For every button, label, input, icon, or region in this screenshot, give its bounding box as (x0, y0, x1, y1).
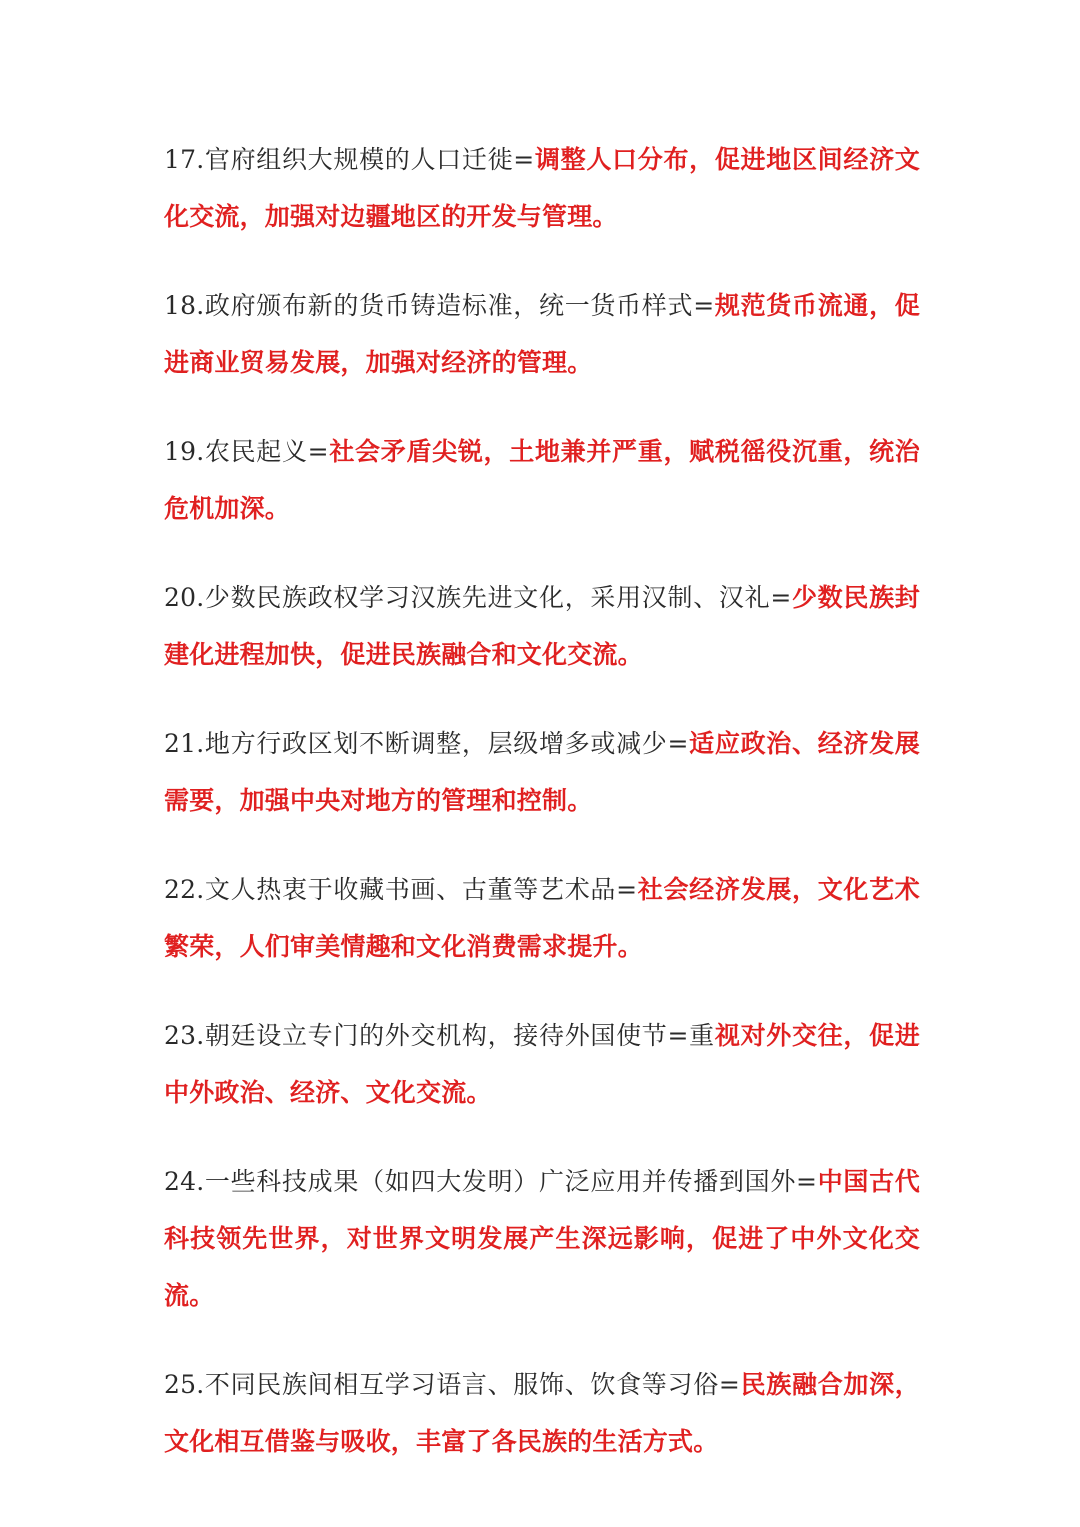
item-number: 19. (164, 437, 205, 466)
item-number: 18. (164, 291, 205, 320)
item-number: 22. (164, 875, 205, 904)
item-answer: 民族融合加深，文化相互借鉴与吸收，丰富了各民族的生活方式。 (164, 1370, 920, 1456)
item-number: 21. (164, 729, 205, 758)
list-item-17 (164, 131, 920, 245)
list-item-19 (164, 423, 920, 537)
item-answer: 中国古代科技领先世界，对世界文明发展产生深远影响，促进了中外文化交流。 (164, 1167, 920, 1310)
item-answer: 适应政治、经济发展需要，加强中央对地方的管理和控制。 (164, 729, 920, 815)
list-item-25 (164, 1356, 920, 1470)
item-number: 24. (164, 1167, 205, 1196)
item-answer: 调整人口分布，促进地区间经济文化交流，加强对边疆地区的开发与管理。 (164, 145, 920, 231)
list-item-22 (164, 861, 920, 975)
item-answer: 视对外交往，促进中外政治、经济、文化交流。 (164, 1021, 920, 1107)
list-item-18 (164, 277, 920, 391)
item-number: 23. (164, 1021, 205, 1050)
item-question: 一些科技成果（如四大发明）广泛应用并传播到国外= (204, 1167, 818, 1196)
item-answer: 社会经济发展，文化艺术繁荣，人们审美情趣和文化消费需求提升。 (164, 875, 920, 961)
list-item-21 (164, 715, 920, 829)
item-answer: 社会矛盾尖锐，土地兼并严重，赋税徭役沉重，统治危机加深。 (164, 437, 920, 523)
item-question: 少数民族政权学习汉族先进文化，采用汉制、汉礼= (204, 583, 792, 612)
item-question: 文人热衷于收藏书画、古董等艺术品= (204, 875, 638, 904)
item-question: 官府组织大规模的人口迁徙= (204, 145, 535, 174)
item-answer: 规范货币流通，促进商业贸易发展，加强对经济的管理。 (164, 291, 920, 377)
list-item-23 (164, 1007, 920, 1121)
item-question: 政府颁布新的货币铸造标准，统一货币样式= (204, 291, 715, 320)
list-item-24 (164, 1153, 920, 1324)
qa-list (164, 131, 920, 1502)
item-answer: 少数民族封建化进程加快，促进民族融合和文化交流。 (164, 583, 920, 669)
item-number: 17. (164, 145, 205, 174)
item-number: 25. (164, 1370, 205, 1399)
item-question: 不同民族间相互学习语言、服饰、饮食等习俗= (204, 1370, 741, 1399)
item-question: 农民起义= (204, 437, 329, 466)
list-item-20 (164, 569, 920, 683)
item-question: 朝廷设立专门的外交机构，接待外国使节=重 (204, 1021, 715, 1050)
item-question: 地方行政区划不断调整，层级增多或减少= (204, 729, 689, 758)
item-number: 20. (164, 583, 205, 612)
